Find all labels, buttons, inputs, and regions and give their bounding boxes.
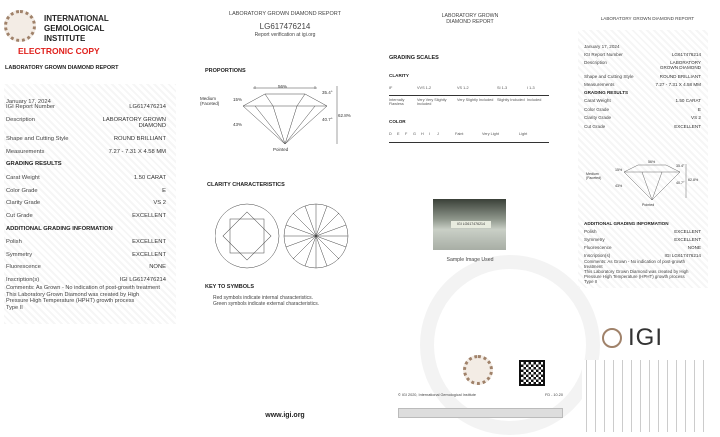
value: 7.27 - 7.31 X 4.58 MM <box>655 82 701 87</box>
r-row-measurements <box>584 82 701 87</box>
desc: Internally Flawless <box>389 98 405 106</box>
value: VS 2 <box>153 200 166 206</box>
r-date <box>584 44 701 49</box>
crown-height: 15% <box>233 97 243 102</box>
color-letter: J <box>437 132 439 136</box>
color-letter: D <box>389 132 392 136</box>
comment-line: Type II <box>584 279 598 284</box>
color-desc: Light <box>519 132 528 136</box>
pavilion-angle: 40.7° <box>322 117 333 122</box>
color-desc: Faint <box>455 132 464 136</box>
igi-logo-seal-icon <box>602 328 622 348</box>
value: ROUND BRILLIANT <box>113 136 166 142</box>
clarity-plot-diagrams <box>215 203 355 269</box>
r-row-fluorescence <box>584 245 701 250</box>
verification-text: Report verification at igi.org <box>254 32 316 38</box>
third-title <box>420 13 520 25</box>
table-pct: 56% <box>278 84 288 89</box>
grade: VS 1-2 <box>457 86 469 90</box>
comment-line: This Laboratory Grown Diamond was created by High Pressure High Temperature (HPHT) growth process <box>6 291 140 304</box>
org-line: INSTITUTE <box>44 34 86 43</box>
middle-title: LABORATORY GROWN DIAMOND REPORT <box>229 11 341 17</box>
label: Symmetry <box>584 237 605 242</box>
r-row-inscription <box>584 253 701 258</box>
color-letter: E <box>397 132 400 136</box>
value: NONE <box>687 245 701 250</box>
label: Description <box>6 117 35 123</box>
r-row-clarity <box>584 115 701 120</box>
date-text: January 17, 2024 <box>584 44 620 49</box>
qr-code[interactable] <box>519 360 545 386</box>
r-grading-header: GRADING RESULTS <box>584 90 629 95</box>
form-code: FD - 10.20 <box>545 393 563 397</box>
row-fluorescence <box>6 264 166 270</box>
row-report-number <box>6 104 166 110</box>
label: Clarity Grade <box>6 200 41 206</box>
r-table-pct: 56% <box>648 160 656 164</box>
r-row-symmetry <box>584 237 701 242</box>
label: Fluorescence <box>6 264 41 270</box>
key-line-green: Green symbols indicate external characteristics. <box>213 301 320 307</box>
label: Cut Grade <box>6 213 33 219</box>
row-cut <box>6 213 166 219</box>
electronic-copy: ELECTRONIC COPY <box>18 46 100 56</box>
date-text: January 17, 2024 <box>6 99 51 105</box>
clarity-scale-header: CLARITY <box>389 73 409 78</box>
value: 1.50 CARAT <box>133 175 166 181</box>
color-desc: Very Light <box>482 132 499 136</box>
proportions-header: PROPORTIONS <box>205 68 246 74</box>
row-carat <box>6 175 166 181</box>
total-depth: 62.8% <box>338 113 351 118</box>
value: E <box>162 188 166 194</box>
value: EXCELLENT <box>132 239 166 245</box>
value: NONE <box>149 264 166 270</box>
label: Fluorescence <box>584 245 612 250</box>
org-name <box>44 14 109 44</box>
value: E <box>697 107 701 112</box>
r-depth: 62.8% <box>688 178 699 182</box>
value: EXCELLENT <box>674 229 701 234</box>
comment-line: Type II <box>6 304 23 311</box>
girdle: Medium (Faceted) <box>200 96 220 106</box>
value: EXCELLENT <box>674 124 701 129</box>
comment-line: Comments: As Grown - No indication of post-growth treatment <box>6 285 160 291</box>
label: Measurements <box>584 82 615 87</box>
sample-caption: Sample Image Used <box>446 257 494 263</box>
rotated-mini-report <box>582 360 704 432</box>
grade: SI 1-3 <box>497 86 508 90</box>
grading-results-header: GRADING RESULTS <box>6 161 62 167</box>
r-culet: Pointed <box>642 203 655 207</box>
sample-inscription-image <box>433 199 506 250</box>
comment-line: Comments: As Grown - No indication of post-growth treatment <box>584 259 686 269</box>
label: IGI Report Number <box>584 52 623 57</box>
value: LG617476214 <box>671 52 701 57</box>
key-line-red: Red symbols indicate internal characteristics. <box>213 295 314 301</box>
label: Inscription(s) <box>6 277 40 283</box>
value: LABORATORY GROWN DIAMOND <box>659 60 701 70</box>
r-row-description <box>584 60 701 70</box>
r-pavilion-angle: 40.7° <box>676 181 685 185</box>
value: EXCELLENT <box>132 213 166 219</box>
color-letter: G <box>413 132 416 136</box>
row-symmetry <box>6 252 166 258</box>
grade: VVS 1-2 <box>417 86 432 90</box>
additional-header: ADDITIONAL GRADING INFORMATION <box>6 226 113 232</box>
title-line: DIAMOND REPORT <box>446 19 494 25</box>
culet: Pointed <box>273 147 289 152</box>
security-features-bar <box>398 408 563 418</box>
r-row-color <box>584 107 701 112</box>
row-clarity <box>6 200 166 206</box>
row-shape <box>6 136 166 142</box>
clarity-scale <box>389 86 549 106</box>
label: Inscription(s) <box>584 253 611 258</box>
grading-scales-header: GRADING SCALES <box>389 55 439 61</box>
desc: Slightly Included <box>497 98 525 102</box>
org-line: INTERNATIONAL <box>44 14 109 23</box>
crown-angle: 35.4° <box>322 90 333 95</box>
row-color <box>6 188 166 194</box>
color-scale <box>389 132 549 143</box>
value: ROUND BRILLIANT <box>659 74 701 79</box>
comment-line: This Laboratory Grown Diamond was created by High Pressure High Temperature (HPHT) growth process <box>584 269 689 279</box>
r-row-polish <box>584 229 701 234</box>
clarity-grades <box>389 86 549 90</box>
r-additional-header: ADDITIONAL GRADING INFORMATION <box>584 221 669 226</box>
value: IGI LG617476214 <box>664 253 701 258</box>
value: EXCELLENT <box>674 237 701 242</box>
igi-logo-text: IGI <box>628 324 664 351</box>
grade: IF <box>389 86 393 90</box>
org-line: GEMOLOGICAL <box>44 24 105 33</box>
r-row-shape <box>584 74 701 79</box>
grade: I 1-3 <box>527 86 535 90</box>
value: 7.27 - 7.31 X 4.58 MM <box>108 149 166 155</box>
label: IGI Report Number <box>6 104 55 110</box>
r-crown-height: 15% <box>615 168 623 172</box>
color-letter: F <box>405 132 408 136</box>
r-pavilion-depth: 43% <box>615 184 623 188</box>
label: Clarity Grade <box>584 115 612 120</box>
color-scale-header: COLOR <box>389 119 406 124</box>
label: Shape and Cutting Style <box>584 74 634 79</box>
r-comments <box>584 259 702 284</box>
title-line: LABORATORY GROWN <box>441 13 499 19</box>
desc: Included <box>527 98 542 102</box>
label: Color Grade <box>584 107 610 112</box>
igi-seal-icon <box>463 355 493 385</box>
r-girdle: Medium (Faceted) <box>586 172 602 180</box>
label: Carat Weight <box>584 98 611 103</box>
label: Measurements <box>6 149 45 155</box>
label: Description <box>584 60 607 65</box>
label: Symmetry <box>6 252 33 258</box>
inscription-text: IGI LG617476214 <box>451 221 491 228</box>
clarity-characteristics-header: CLARITY CHARACTERISTICS <box>207 182 285 188</box>
label: Polish <box>584 229 597 234</box>
r-row-report-number <box>584 52 701 57</box>
r-crown-angle: 35.4° <box>676 164 685 168</box>
value: LABORATORY GROWN DIAMOND <box>102 117 166 129</box>
right-title: LABORATORY GROWN DIAMOND REPORT <box>600 16 695 21</box>
value: LG617476214 <box>129 104 166 110</box>
website-link[interactable]: www.igi.org <box>265 412 305 419</box>
row-inscription <box>6 277 166 283</box>
value: VS 2 <box>691 115 701 120</box>
pavilion-depth: 43% <box>233 122 243 127</box>
label: Color Grade <box>6 188 38 194</box>
label: Cut Grade <box>584 124 606 129</box>
report-number: LG617476214 <box>259 22 311 31</box>
color-letter: H <box>421 132 424 136</box>
label: Carat Weight <box>6 175 40 181</box>
value: 1.50 CARAT <box>675 98 701 103</box>
r-row-carat <box>584 98 701 103</box>
clarity-descriptions <box>389 95 549 106</box>
report-title: LABORATORY GROWN DIAMOND REPORT <box>5 65 119 71</box>
desc: Very Very Slightly Included <box>417 98 447 106</box>
r-row-cut <box>584 124 701 129</box>
color-letter: I <box>429 132 431 136</box>
key-lines <box>213 295 319 307</box>
label: Polish <box>6 239 22 245</box>
key-to-symbols-header: KEY TO SYMBOLS <box>205 284 255 290</box>
copyright: © IGI 2020, International Gemological Institute <box>398 393 476 397</box>
value: IGI LG617476214 <box>119 277 166 283</box>
row-measurements <box>6 149 166 155</box>
desc: Very Slightly Included <box>457 98 494 102</box>
igi-seal-logo <box>4 10 36 42</box>
value: EXCELLENT <box>132 252 166 258</box>
row-polish <box>6 239 166 245</box>
comments <box>6 285 161 311</box>
row-description <box>6 117 166 129</box>
label: Shape and Cutting Style <box>6 136 69 142</box>
